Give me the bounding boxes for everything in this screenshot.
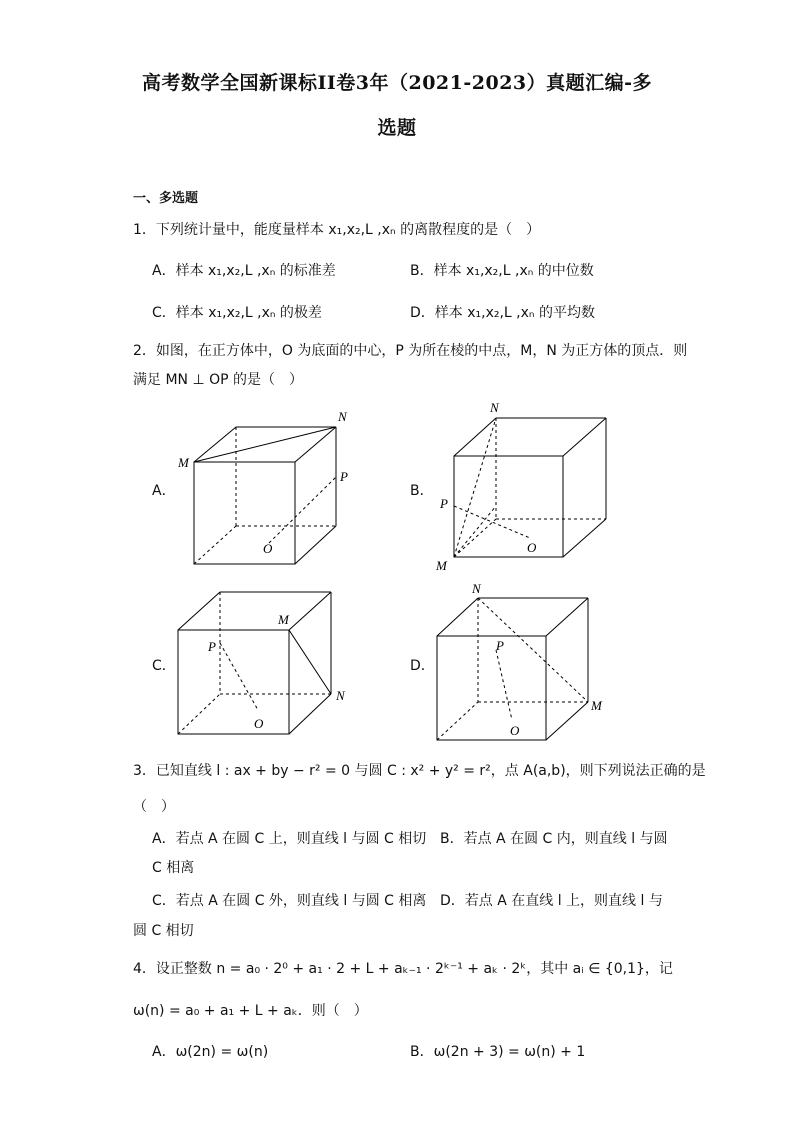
point-p-label: P <box>496 638 504 653</box>
q3-option-a: A．若点 A 在圆 C 上，则直线 l 与圆 C 相切 <box>152 831 427 847</box>
figure-d-label: D． <box>410 658 435 674</box>
section-heading: 一、多选题 <box>133 191 199 206</box>
q1-option-d: D．样本 x₁,x₂,L ,xₙ 的平均数 <box>410 305 595 321</box>
q1-option-a: A．样本 x₁,x₂,L ,xₙ 的标准差 <box>152 263 336 279</box>
figure-c-cube <box>170 580 370 745</box>
point-n-label: N <box>338 409 347 424</box>
q3-option-d: D．若点 A 在直线 l 上，则直线 l 与 <box>440 893 663 909</box>
figure-b-cube <box>430 400 630 575</box>
point-m-label: M <box>436 558 447 573</box>
q2-stem-line1: 2．如图，在正方体中，O 为底面的中心，P 为所在棱的中点，M，N 为正方体的顶点．则 <box>133 343 688 359</box>
point-o-label: O <box>510 723 520 738</box>
q2-stem-line2: 满足 MN ⊥ OP 的是（ ） <box>133 372 304 388</box>
q3-stem-line1: 3．已知直线 l : ax + by − r² = 0 与圆 C : x² + y² = r²，点 A(a,b)，则下列说法正确的是 <box>133 763 706 779</box>
q3-option-b: B．若点 A 在圆 C 内，则直线 l 与圆 <box>440 831 668 847</box>
page-title: 高考数学全国新课标II卷3年（2021-2023）真题汇编-多 <box>141 72 653 94</box>
q3-stem-line2: （ ） <box>133 799 175 815</box>
figure-a-label: A． <box>152 483 176 499</box>
point-o-label: O <box>254 716 264 731</box>
q1-stem: 1．下列统计量中，能度量样本 x₁,x₂,L ,xₙ 的离散程度的是（ ） <box>133 222 541 238</box>
point-n-label: N <box>472 581 481 596</box>
point-p-label: P <box>340 469 348 484</box>
point-n-label: N <box>336 688 345 703</box>
point-p-label: P <box>440 496 448 511</box>
point-m-label: M <box>278 612 289 627</box>
point-m-label: M <box>591 698 602 713</box>
cube-a-front-face <box>194 462 295 564</box>
q3-option-d-continued: 圆 C 相切 <box>133 923 194 939</box>
point-n-label: N <box>490 400 499 415</box>
q1-option-b: B．样本 x₁,x₂,L ,xₙ 的中位数 <box>410 263 594 279</box>
point-m-label: M <box>178 455 189 470</box>
q3-option-c: C．若点 A 在圆 C 外，则直线 l 与圆 C 相离 <box>152 893 427 909</box>
q4-option-b: B．ω(2n + 3) = ω(n) + 1 <box>410 1044 586 1060</box>
q4-stem-line1: 4．设正整数 n = a₀ · 2⁰ + a₁ · 2 + L + aₖ₋₁ · 2ᵏ⁻¹ + aₖ · 2ᵏ，其中 aᵢ ∈ {0,1}，记 <box>133 961 673 977</box>
page-title-continued: 选题 <box>377 117 417 139</box>
q3-option-b-continued: C 相离 <box>152 860 195 876</box>
segment-op <box>269 477 336 543</box>
figure-d-cube <box>430 578 630 743</box>
point-o-label: O <box>263 541 273 556</box>
point-p-label: P <box>208 639 216 654</box>
figure-a-cube <box>170 405 370 575</box>
figure-b-label: B． <box>410 483 434 499</box>
point-o-label: O <box>527 540 537 555</box>
q4-stem-line2: ω(n) = a₀ + a₁ + L + aₖ．则（ ） <box>133 1003 368 1019</box>
figure-c-label: C． <box>152 658 176 674</box>
q4-option-a: A．ω(2n) = ω(n) <box>152 1044 269 1060</box>
q1-option-c: C．样本 x₁,x₂,L ,xₙ 的极差 <box>152 305 322 321</box>
